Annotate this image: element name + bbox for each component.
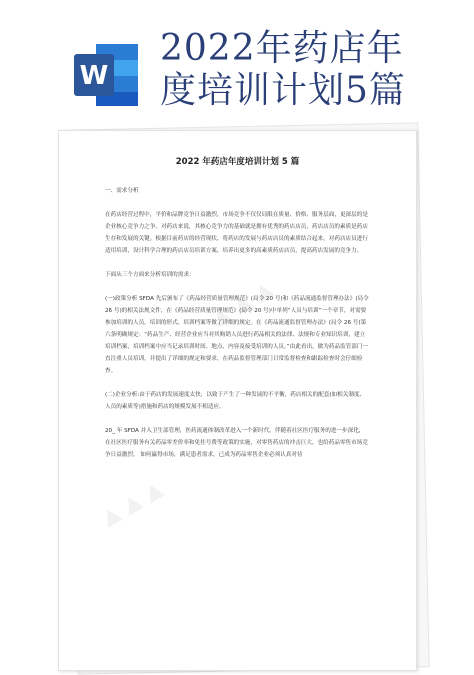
page-title: [160, 28, 406, 112]
svg-text:W: W: [79, 61, 109, 91]
document-preview-page: [58, 130, 417, 671]
paragraph: (一)政策分析 SFDA 先后颁布了《药品经营质量管理规范》(局令 20 号)和《药品流通监督管理办法》(局令 26 号)的相关法规文件，在《药品经营质量管理规范》(局令 20 号)中单列“人员与培训”一个章节，对需要参加培训的人员，培训的形式、培训档案等做了详细的规定。在《药品流通监督管理办法》(局令 26 号)第六条明确规定：“药品生产、经营企业应当对其购销人员进行药品相关的法律、法规和专业知识培训，建立培训档案，培训档案中应当记录培训时间、地点、内容及接受培训的人员。”由此看出，做为药品监管部门一直注重人员培训，并提出了详细的规定和要求，在药品监督管理部门日常监督检查和跟踪检查时会仔细检查。: [105, 296, 369, 374]
paragraph: 在药店经营过程中，平价和品牌竞争日益激烈，市场竞争不仅仅局限在质量、价格、服务层面，更深层的是企业核心竞争力之争。对药店来说，其核心竞争力的基础就是拥有优秀的药店店员，药店店员的素质是药店生存和发展的关键。根据目前药店的经营现状，将药店的发展与药店店员的素质结合起来，对药店店员进行适用培训，设计科学合理的药店店员培训方案，培养出更多的高素质药店店员，提高药店发展的竞争力。: [105, 212, 368, 254]
preview-banner: [0, 0, 474, 118]
watermark: ▲ ▲ ▲: [97, 476, 167, 531]
paragraph: (二)企业分析:由于药店的发展速度太快，以致于产生了一种发展的不平衡，药店相关的配套(如相关制度、人员的素质等)措施和药店的规模发展不相适应。: [105, 392, 366, 410]
document-title: 2022 年药店年度培训计划 5 篇: [175, 157, 300, 167]
paragraph: 20_ 年 SFDA 并入卫生部管理，医药流通体制改革进入一个新时代。伴随着社区医疗服务的进一步深化，在社区医疗服务有关药品零差价率和免挂号费等政策的实施，对零售药店的冲击巨大，也给药品零售市场竞争日益激烈。 如何赢得市场，满足患者需求，已成为药品零售企业必须认真对待: [105, 428, 368, 458]
title-line-1: 2022年药店年: [160, 28, 404, 69]
word-document-icon: [74, 40, 140, 110]
document-body: [105, 185, 369, 461]
paragraph: 一、需求分析: [105, 188, 139, 194]
title-line-2: 度培训计划5篇: [160, 70, 406, 111]
watermark: ▲ ▲ ▲: [207, 276, 277, 331]
paragraph: 下面从三个方面来分析培训的需求：: [105, 272, 195, 278]
